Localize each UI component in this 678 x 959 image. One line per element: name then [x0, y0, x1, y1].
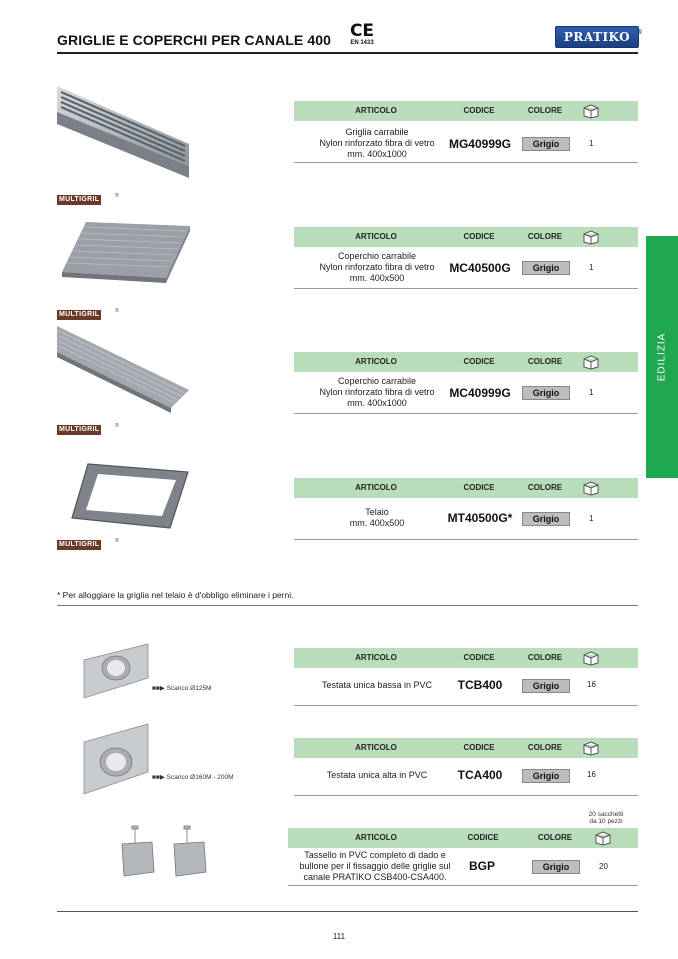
multigril-logo: MULTIGRIL ®	[59, 423, 119, 433]
brand-logo	[555, 26, 643, 48]
product-code: TCA400	[457, 768, 503, 782]
table-header: ARTICOLO CODICE COLORE	[294, 738, 638, 758]
footer-rule	[57, 911, 638, 912]
page-number: 111	[332, 932, 346, 941]
product-code: MC40999G	[449, 386, 511, 400]
color-badge: Grigio	[522, 679, 570, 693]
section-divider	[57, 605, 638, 606]
ce-norm: EN 1433	[350, 40, 374, 46]
product-description: Testata unica alta in PVC	[326, 770, 428, 780]
product-qty: 1	[589, 139, 594, 148]
product-code: BGP	[468, 859, 495, 873]
table-header: ARTICOLO CODICE COLORE	[294, 478, 638, 498]
multigril-logo: MULTIGRIL ®	[59, 193, 119, 203]
product-description: Testata unica bassa in PVC	[321, 680, 433, 690]
cover-500-image	[62, 222, 190, 284]
product-qty: 16	[587, 680, 596, 689]
brand-registered-mark: ®	[636, 29, 643, 36]
multigril-logo: MULTIGRIL ®	[59, 308, 119, 318]
section-tab-edilizia[interactable]	[646, 236, 678, 478]
color-badge: Grigio	[532, 860, 580, 874]
color-badge: Grigio	[522, 769, 570, 783]
ce-mark-letters: CE	[349, 21, 375, 41]
product-table-mt40500g	[294, 478, 638, 540]
outlet-label: ■■▶ Scarico Ø125M	[152, 685, 212, 692]
product-description: Coperchio carrabile Nylon rinforzato fibra di vetro mm. 400x500	[319, 251, 435, 283]
box-icon	[594, 830, 612, 846]
box-icon	[582, 103, 600, 119]
color-badge: Grigio	[522, 137, 570, 151]
product-qty: 1	[589, 514, 594, 523]
product-table-tcb400	[294, 648, 638, 706]
box-icon	[582, 740, 600, 756]
product-code: TCB400	[457, 678, 503, 692]
footnote: * Per alloggiare la griglia nel telaio è d'obbligo eliminare i perni.	[57, 590, 294, 600]
cover-1000-image	[57, 322, 189, 414]
table-header: ARTICOLO CODICE COLORE	[294, 227, 638, 247]
table-header: ARTICOLO CODICE COLORE	[294, 648, 638, 668]
brand-name: PRATIKO	[563, 30, 631, 44]
product-qty: 1	[589, 388, 594, 397]
product-description: Telaio mm. 400x500	[349, 507, 405, 528]
product-table-tca400	[294, 738, 638, 796]
color-badge: Grigio	[522, 512, 570, 526]
box-icon	[582, 229, 600, 245]
product-table-mc40999g	[294, 352, 638, 414]
ce-mark	[346, 22, 378, 47]
low-end-cap-image	[80, 642, 150, 704]
product-description: Griglia carrabile Nylon rinforzato fibra di vetro mm. 400x1000	[319, 127, 435, 159]
high-end-cap-image	[80, 722, 150, 798]
box-icon	[582, 650, 600, 666]
table-header: ARTICOLO CODICE COLORE	[294, 352, 638, 372]
table-header: ARTICOLO CODICE COLORE	[288, 828, 638, 848]
product-qty: 16	[587, 770, 596, 779]
product-table-bgp	[288, 828, 638, 886]
box-icon	[582, 480, 600, 496]
outlet-label: ■■▶ Scarico Ø160M - 200M	[152, 774, 234, 781]
product-qty: 20	[599, 862, 608, 871]
packaging-note: 20 sacchetti da 10 pezzi	[588, 811, 624, 825]
product-code: MG40999G	[448, 137, 512, 151]
frame-image	[70, 460, 190, 532]
header-rule	[57, 52, 638, 54]
product-code: MC40500G	[449, 261, 511, 275]
grate-1000-image	[57, 82, 189, 180]
anchor-bolts-image	[118, 822, 214, 884]
product-description: Tassello in PVC completo di dado e bullone per il fissaggio delle griglie sul canale PRATIKO CSB400-CSA400.	[299, 850, 451, 882]
table-header: ARTICOLO CODICE COLORE	[294, 101, 638, 121]
box-icon	[582, 354, 600, 370]
color-badge: Grigio	[522, 261, 570, 275]
page-title: GRIGLIE E COPERCHI PER CANALE 400	[57, 32, 332, 48]
product-table-mg40999g	[294, 101, 638, 163]
product-code: MT40500G*	[447, 511, 513, 525]
product-description: Coperchio carrabile Nylon rinforzato fibra di vetro mm. 400x1000	[319, 376, 435, 408]
color-badge: Grigio	[522, 386, 570, 400]
multigril-logo: MULTIGRIL ®	[59, 538, 119, 548]
section-tab-label: EDILIZIA	[656, 332, 668, 382]
product-qty: 1	[589, 263, 594, 272]
product-table-mc40500g	[294, 227, 638, 289]
